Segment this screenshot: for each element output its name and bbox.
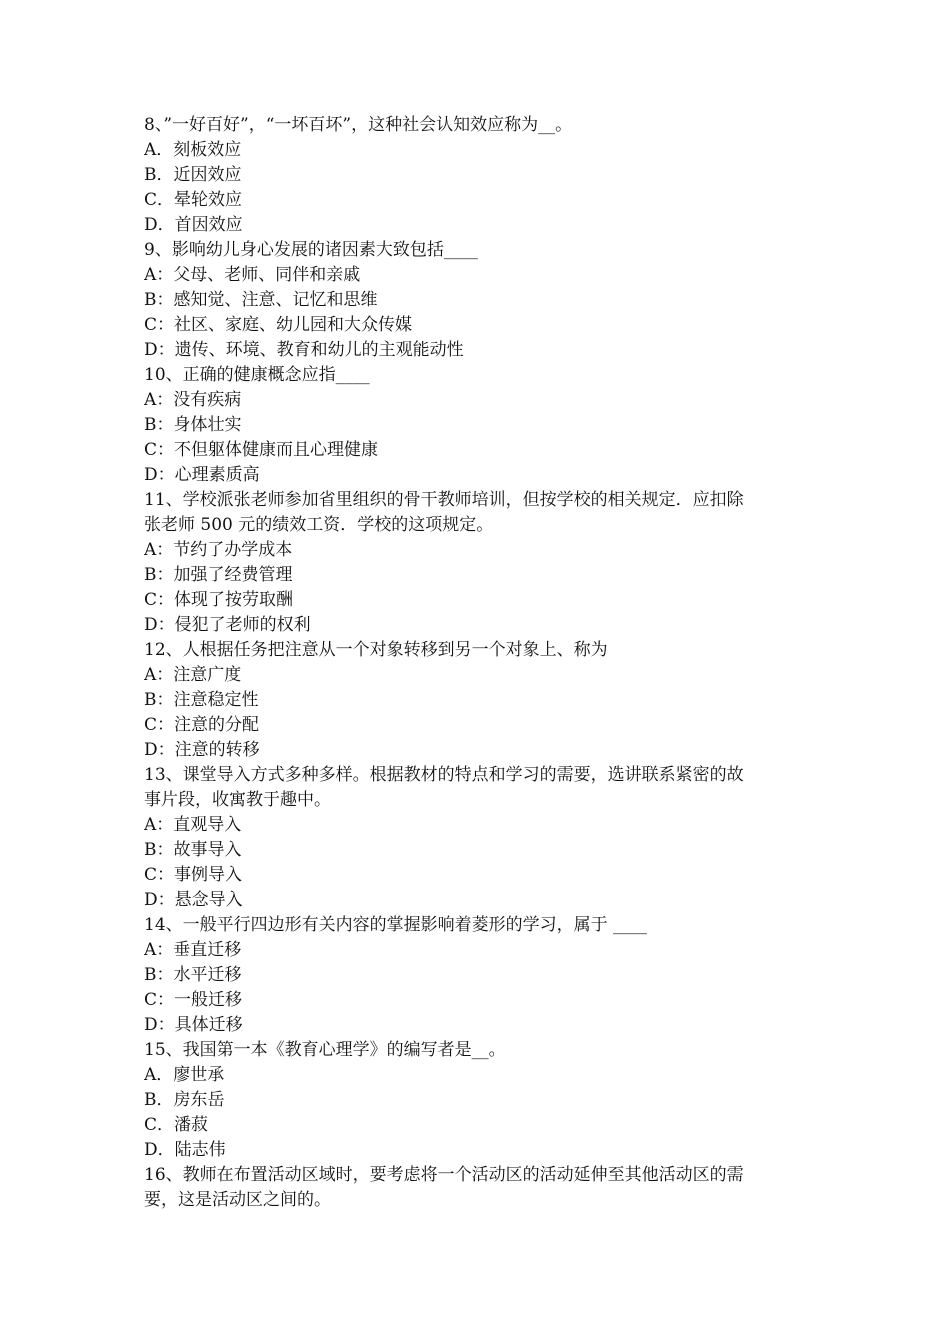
question-10 bbox=[144, 363, 812, 488]
option-d: D．首因效应 bbox=[144, 215, 243, 235]
option-b: B：加强了经费管理 bbox=[144, 565, 293, 585]
option-c: C：一般迁移 bbox=[144, 990, 243, 1010]
question-8 bbox=[144, 113, 812, 238]
question-stem-line-2: 要，这是活动区之间的。 bbox=[144, 1190, 331, 1210]
option-c: C．晕轮效应 bbox=[144, 190, 243, 210]
option-a: A：节约了办学成本 bbox=[144, 540, 293, 560]
option-a: A：没有疾病 bbox=[144, 390, 242, 410]
question-stem-line-1: 13、课堂导入方式多种多样。根据教材的特点和学习的需要，选讲联系紧密的故 bbox=[144, 765, 744, 785]
option-d: D．陆志伟 bbox=[144, 1140, 226, 1160]
question-stem: 12、人根据任务把注意从一个对象转移到另一个对象上、称为 bbox=[144, 640, 608, 660]
question-14 bbox=[144, 913, 812, 1038]
option-a: A：垂直迁移 bbox=[144, 940, 242, 960]
question-stem-line-2: 事片段，收寓教于趣中。 bbox=[144, 790, 331, 810]
question-stem: 15、我国第一本《教育心理学》的编写者是__。 bbox=[144, 1040, 506, 1060]
option-c: C：不但躯体健康而且心理健康 bbox=[144, 440, 379, 460]
option-c: C：事例导入 bbox=[144, 865, 243, 885]
option-b: B：水平迁移 bbox=[144, 965, 242, 985]
question-stem-line-1: 16、教师在布置活动区域时，要考虑将一个活动区的活动延伸至其他活动区的需 bbox=[144, 1165, 744, 1185]
option-b: B：注意稳定性 bbox=[144, 690, 259, 710]
option-b: B：身体壮实 bbox=[144, 415, 242, 435]
question-stem: 9、影响幼儿身心发展的诸因素大致包括____ bbox=[144, 240, 478, 260]
question-15 bbox=[144, 1038, 812, 1163]
option-a: A．廖世承 bbox=[144, 1065, 225, 1085]
question-stem: 8、”一好百好”，“一坏百坏”，这种社会认知效应称为__。 bbox=[144, 115, 573, 135]
option-d: D：悬念导入 bbox=[144, 890, 243, 910]
option-c: C．潘菽 bbox=[144, 1115, 209, 1135]
option-d: D：具体迁移 bbox=[144, 1015, 243, 1035]
option-d: D：侵犯了老师的权利 bbox=[144, 615, 311, 635]
option-b: B．近因效应 bbox=[144, 165, 242, 185]
option-a: A．刻板效应 bbox=[144, 140, 242, 160]
question-stem: 10、正确的健康概念应指____ bbox=[144, 365, 370, 385]
option-c: C：注意的分配 bbox=[144, 715, 260, 735]
option-b: B：感知觉、注意、记忆和思维 bbox=[144, 290, 378, 310]
option-b: B．房东岳 bbox=[144, 1090, 225, 1110]
question-stem-line-1: 11、学校派张老师参加省里组织的骨干教师培训，但按学校的相关规定．应扣除 bbox=[144, 490, 744, 510]
option-d: D：注意的转移 bbox=[144, 740, 260, 760]
option-a: A：直观导入 bbox=[144, 815, 242, 835]
option-a: A：注意广度 bbox=[144, 665, 242, 685]
option-d: D：心理素质高 bbox=[144, 465, 260, 485]
option-a: A：父母、老师、同伴和亲戚 bbox=[144, 265, 361, 285]
option-d: D：遗传、环境、教育和幼儿的主观能动性 bbox=[144, 340, 464, 360]
option-b: B：故事导入 bbox=[144, 840, 242, 860]
option-c: C：社区、家庭、幼儿园和大众传媒 bbox=[144, 315, 413, 335]
document-page bbox=[144, 113, 812, 1213]
question-12 bbox=[144, 638, 812, 763]
question-9 bbox=[144, 238, 812, 363]
question-stem: 14、一般平行四边形有关内容的掌握影响着菱形的学习，属于 ____ bbox=[144, 915, 648, 935]
question-stem-line-2: 张老师 500 元的绩效工资．学校的这项规定。 bbox=[144, 515, 494, 535]
question-11 bbox=[144, 488, 812, 638]
option-c: C：体现了按劳取酬 bbox=[144, 590, 294, 610]
question-16 bbox=[144, 1163, 812, 1213]
question-13 bbox=[144, 763, 812, 913]
